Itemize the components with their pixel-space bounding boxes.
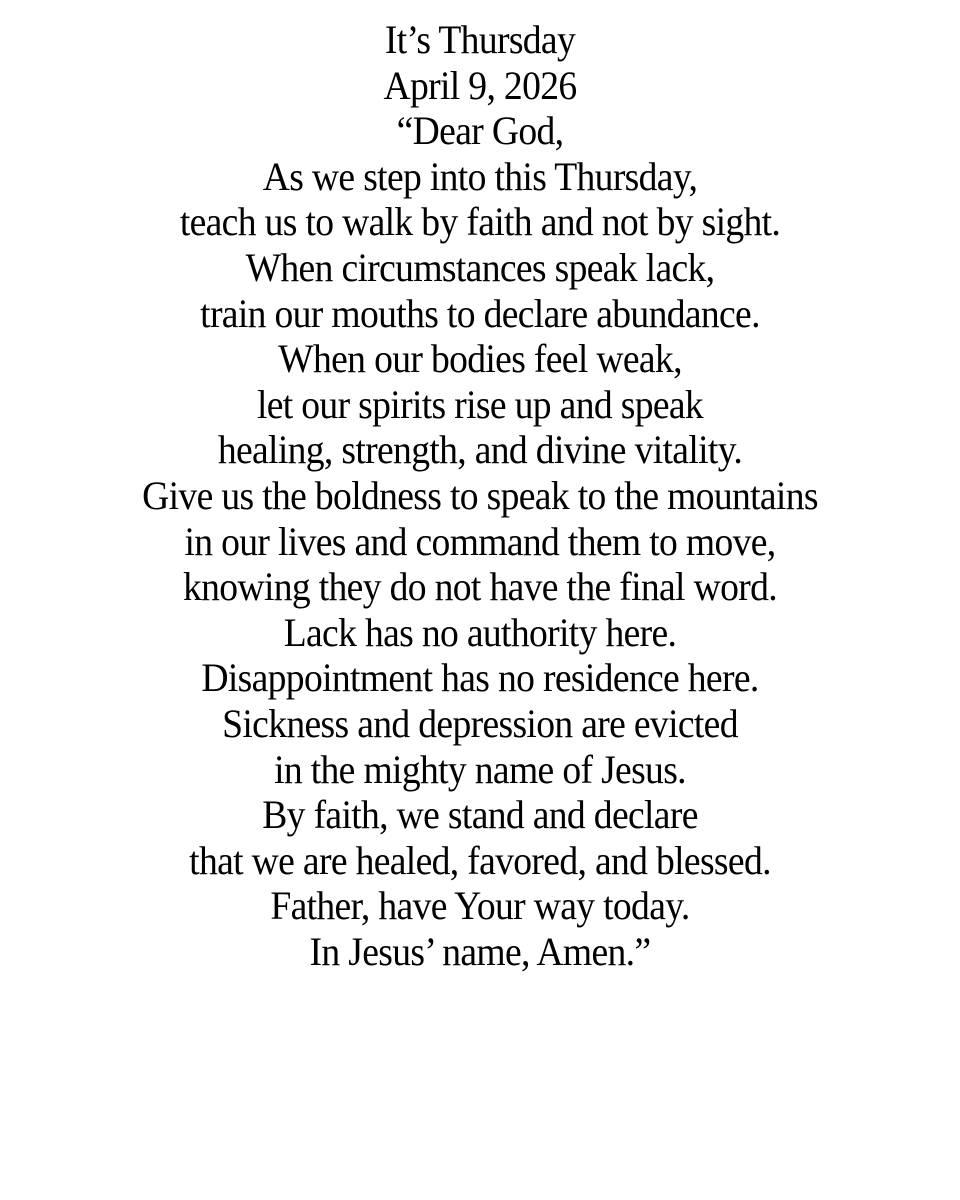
prayer-line: Lack has no authority here. xyxy=(283,609,677,655)
prayer-line: train our mouths to declare abundance. xyxy=(200,290,760,336)
prayer-line: As we step into this Thursday, xyxy=(262,153,698,199)
prayer-line: let our spirits rise up and speak xyxy=(256,381,704,427)
prayer-line: Disappointment has no residence here. xyxy=(201,655,759,701)
closing-line: In Jesus’ name, Amen.” xyxy=(309,928,651,974)
prayer-line: Give us the boldness to speak to the mountains xyxy=(142,472,818,518)
prayer-line: By faith, we stand and declare xyxy=(262,792,698,838)
salutation: “Dear God, xyxy=(396,108,564,154)
prayer-line: teach us to walk by faith and not by sight. xyxy=(179,199,781,245)
date-line: April 9, 2026 xyxy=(383,62,577,108)
prayer-line: When circumstances speak lack, xyxy=(245,244,715,290)
prayer-line: knowing they do not have the final word. xyxy=(183,564,777,610)
prayer-line: that we are healed, favored, and blessed. xyxy=(189,837,771,883)
prayer-line: in the mighty name of Jesus. xyxy=(274,746,686,792)
prayer-text xyxy=(29,17,931,974)
prayer-line: in our lives and command them to move, xyxy=(184,518,776,564)
prayer-line: When our bodies feel weak, xyxy=(278,336,682,382)
prayer-line: Father, have Your way today. xyxy=(270,883,690,929)
prayer-line: healing, strength, and divine vitality. xyxy=(217,427,743,473)
day-heading: It’s Thursday xyxy=(384,17,576,62)
prayer-line: Sickness and depression are evicted xyxy=(222,700,738,746)
